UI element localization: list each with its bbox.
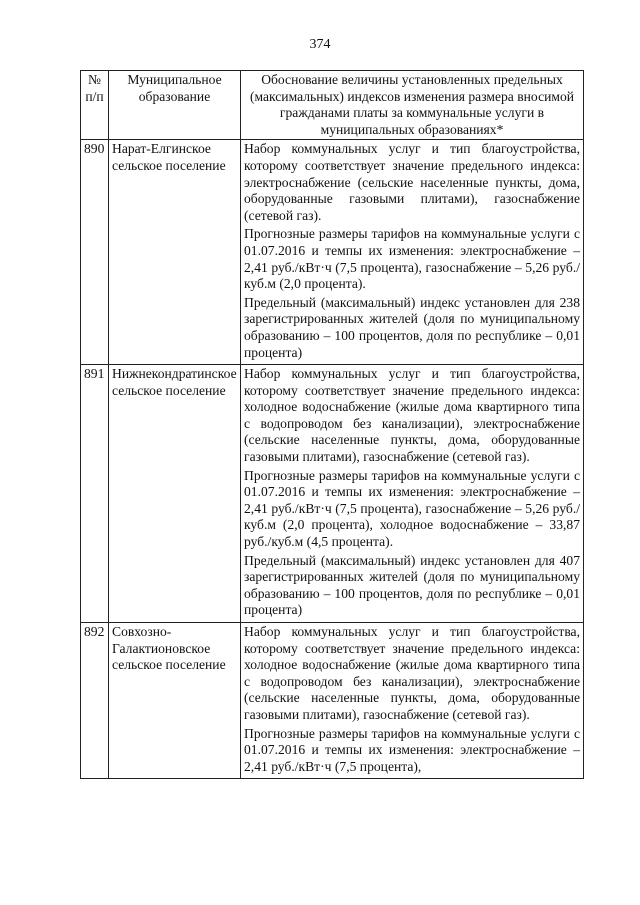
index-paragraph: Предельный (максимальный) индекс установлен для 407 зарегистрированных жителей (доля по муниципальному образованию – 100 процентов, доля по республике – 0,01 процента): [244, 552, 580, 618]
justification-cell: [241, 623, 584, 779]
table-row: [81, 365, 584, 623]
table-row: [81, 140, 584, 365]
justification-cell: [241, 365, 584, 623]
tariff-index-table: [80, 70, 584, 779]
table-header-row: [81, 71, 584, 140]
row-number: 890: [81, 140, 109, 365]
services-paragraph: Набор коммунальных услуг и тип благоустройства, которому соответствует значение предельного индекса: холодное водоснабжение (жилые дома квартирного типа с водопроводом без канализации), электроснабжение (сельские населенные пункты, дома, оборудованные газовыми плитами), газоснабжение (сетевой газ).: [244, 366, 580, 465]
row-number: 892: [81, 623, 109, 779]
page-number: 374: [309, 37, 331, 52]
services-paragraph: Набор коммунальных услуг и тип благоустройства, которому соответствует значение предельного индекса: холодное водоснабжение (жилые дома квартирного типа с водопроводом без канализации), электроснабжение (сельские населенные пункты, дома, оборудованные газовыми плитами), газоснабжение (сетевой газ).: [244, 624, 580, 722]
header-justification: Обоснование величины установленных предельных (максимальных) индексов изменения размера вносимой гражданами платы за коммунальные услуги в муниципальных образованиях*: [241, 71, 584, 140]
row-number: 891: [81, 365, 109, 623]
services-paragraph: Набор коммунальных услуг и тип благоустройства, которому соответствует значение предельного индекса: электроснабжение (сельские населенные пункты, дома, оборудованные газовыми плитами), газоснабжение (сетевой газ).: [244, 141, 580, 223]
index-paragraph: Предельный (максимальный) индекс установлен для 238 зарегистрированных жителей (доля по муниципальному образованию – 100 процентов, доля по республике – 0,01 процента): [244, 294, 580, 360]
tariffs-paragraph: Прогнозные размеры тарифов на коммунальные услуги с 01.07.2016 и темпы их изменения: электроснабжение – 2,41 руб./кВт·ч (7,5 процента), газоснабжение – 5,26 руб./куб.м (2,0 процента), холодное водоснабжение – 33,87 руб./куб.м (4,5 процента).: [244, 467, 580, 550]
municipality-name: Совхозно-Галактионовское сельское поселение: [109, 623, 241, 779]
municipality-name: Нарат-Елгинское сельское поселение: [109, 140, 241, 365]
table-row: [81, 623, 584, 779]
justification-cell: [241, 140, 584, 365]
header-municipality: Муниципальное образование: [109, 71, 241, 140]
municipality-name: Нижнекондратинское сельское поселение: [109, 365, 241, 623]
header-num: № п/п: [81, 71, 109, 140]
tariffs-paragraph: Прогнозные размеры тарифов на коммунальные услуги с 01.07.2016 и темпы их изменения: электроснабжение – 2,41 руб./кВт·ч (7,5 процента), газоснабжение – 5,26 руб./куб.м (2,0 процента).: [244, 226, 580, 292]
tariffs-paragraph: Прогнозные размеры тарифов на коммунальные услуги с 01.07.2016 и темпы их изменения: электроснабжение – 2,41 руб./кВт·ч (7,5 процента),: [244, 725, 580, 774]
